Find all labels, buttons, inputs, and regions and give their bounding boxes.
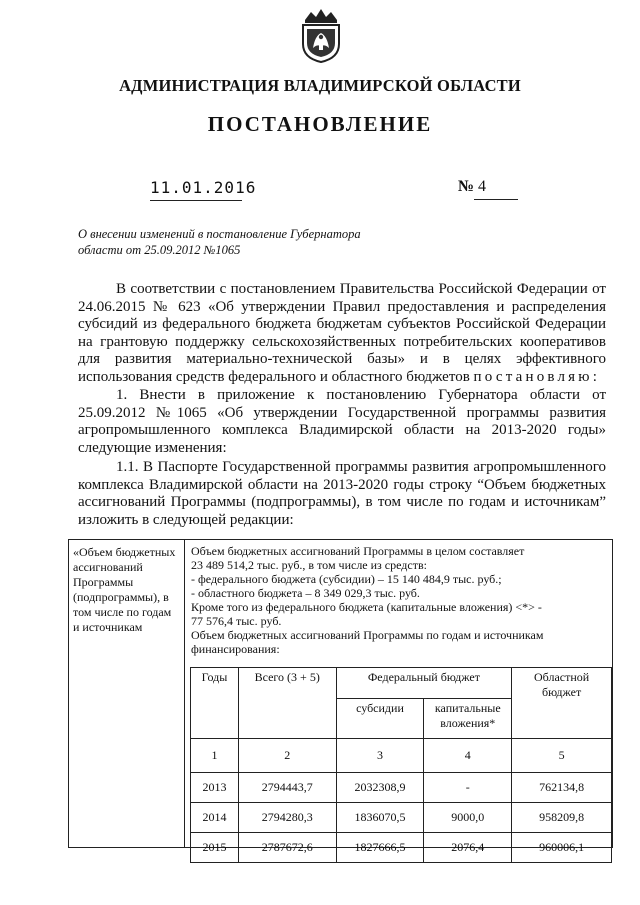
budget-text-line: 77 576,4 тыс. руб. [191,614,282,628]
header-years: Годы [191,668,239,739]
column-number-row [191,739,612,773]
paragraph-item-1: 1. Внести в приложение к постановлению Губернатора области от 25.09.2012 №1065 «Об утверждении Государственной программы развития агропромышленного комплекса Владимирской области на 2013-2020 годы» следующие изменения: [78,387,606,456]
table-cell: 3 [336,739,424,773]
subject-line: области от 25.09.2012 №1065 [78,243,241,257]
document-number: 4 [478,178,486,195]
header-total: Всего (3 + 5) [238,668,336,739]
table-row [191,803,612,833]
table-cell: 958209,8 [512,803,612,833]
table-cell: 2794280,3 [238,803,336,833]
table-cell: 5 [512,739,612,773]
table-cell: 2015 [191,833,239,863]
paragraph-preamble [78,281,606,387]
header-federal: Федеральный бюджет [336,668,512,699]
administration-title: АДМИНИСТРАЦИЯ ВЛАДИМИРСКОЙ ОБЛАСТИ [119,76,521,95]
table-row [191,833,612,863]
document-subject [78,226,398,258]
table-cell: 2 [238,739,336,773]
table-cell: 762134,8 [512,773,612,803]
table-cell: 2032308,9 [336,773,424,803]
date-underline [150,200,242,201]
table-cell: 2014 [191,803,239,833]
budget-text-line: финансирования: [191,642,280,656]
table-cell: 960006,1 [512,833,612,863]
paragraph-item-1-1: 1.1. В Паспорте Государственной программы развития агропромышленного комплекса Владимирской области на 2013-2020 годы строку “Объем бюджетных ассигнований Программы (подпрограммы), в том числе по годам и источникам” изложить в следующей редакции: [78,459,606,528]
document-number-label: № [458,178,475,195]
header-capital: капитальные вложения* [424,699,512,739]
document-type-title: ПОСТАНОВЛЕНИЕ [207,112,433,136]
header-subsidies: субсидии [336,699,424,739]
document-date: 11.01.2016 [150,178,257,197]
table-cell: 4 [424,739,512,773]
table-cell: 2787672,6 [238,833,336,863]
number-underline [474,199,518,200]
table-cell: 1836070,5 [336,803,424,833]
table-cell: 2076,4 [424,833,512,863]
budget-text-line: - федерального бюджета (субсидии) – 15 140 484,9 тыс. руб.; [191,572,502,586]
table-cell: 9000,0 [424,803,512,833]
table-cell: 1 [191,739,239,773]
budget-text-line: - областного бюджета – 8 349 029,3 тыс. руб. [191,586,420,600]
budget-text-line: Кроме того из федерального бюджета (капитальные вложения) <*> - [191,600,542,614]
budget-text-line: Объем бюджетных ассигнований Программы по годам и источникам [191,628,544,642]
budget-text-line: Объем бюджетных ассигнований Программы в целом составляет [191,544,525,558]
passport-table [68,539,613,854]
budget-text-line: 23 489 514,2 тыс. руб., в том числе из средств: [191,558,427,572]
resolve-word: постановляю: [473,368,601,385]
header-regional: Областной бюджет [512,668,612,739]
subject-line: О внесении изменений в постановление Губернатора [78,227,361,241]
coat-of-arms-emblem [297,6,345,64]
table-row [191,773,612,803]
budget-by-year-table [190,667,612,863]
table-cell: 2794443,7 [238,773,336,803]
budget-description [191,544,606,656]
table-cell: - [424,773,512,803]
preamble-text: В соответствии с постановлением Правительства Российской Федерации от 24.06.2015 № 623 «Об утверждении Правил предоставления и распределения субсидий из федерального бюджета бюджетам субъектов Российской Федерации на грантовую поддержку сельскохозяйственных потребительских кооперативов для развития материально-технической базы» и в целях эффективного использования средств федерального и областного бюджетов [78,281,606,385]
budget-row-label: «Объем бюджетных ассигнований Программы (подпрограммы), в том числе по годам и источникам [69,540,185,847]
table-cell: 1827666,5 [336,833,424,863]
table-header-row [191,668,612,699]
table-cell: 2013 [191,773,239,803]
